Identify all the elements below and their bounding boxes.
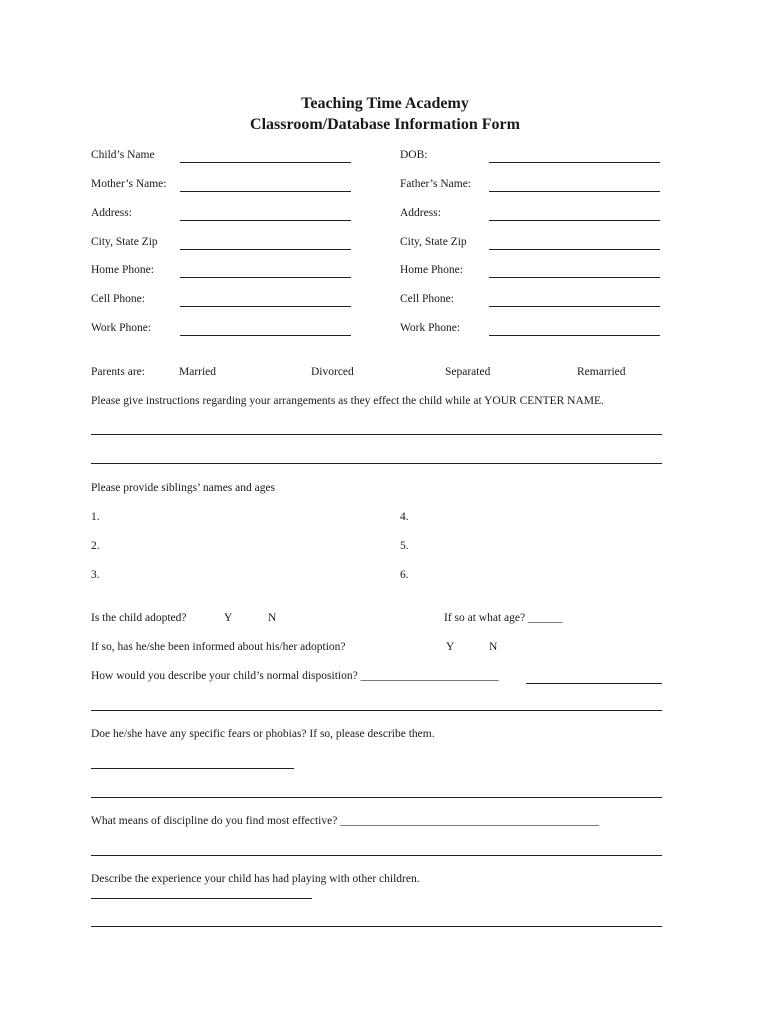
work-phone-left-label: Work Phone: [91, 322, 152, 334]
address-left-line[interactable] [180, 220, 351, 221]
siblings-question: Please provide siblings’ names and ages [91, 482, 276, 494]
city-left-line[interactable] [180, 249, 351, 250]
dob-label: DOB: [400, 149, 428, 161]
cell-phone-left-label: Cell Phone: [91, 293, 145, 305]
work-phone-right-label: Work Phone: [400, 322, 461, 334]
cell-phone-left-line[interactable] [180, 306, 351, 307]
address-right-line[interactable] [489, 220, 660, 221]
discipline-question: What means of discipline do you find most effective? _____________________________________________ [91, 815, 599, 827]
informed-question: If so, has he/she been informed about his/her adoption? [91, 641, 346, 653]
work-phone-right-line[interactable] [489, 335, 660, 336]
address-left-label: Address: [91, 207, 132, 219]
mother-name-line[interactable] [180, 191, 351, 192]
sibling-1[interactable]: 1. [91, 511, 100, 523]
adopted-question: Is the child adopted? [91, 612, 187, 624]
option-remarried[interactable]: Remarried [577, 366, 626, 378]
form-title: Teaching Time Academy [301, 95, 469, 112]
home-phone-right-label: Home Phone: [400, 264, 463, 276]
child-name-line[interactable] [180, 162, 351, 163]
adopted-yes[interactable]: Y [224, 612, 233, 624]
cell-phone-right-line[interactable] [489, 306, 660, 307]
informed-no[interactable]: N [489, 641, 498, 653]
work-phone-left-line[interactable] [180, 335, 351, 336]
option-separated[interactable]: Separated [445, 366, 491, 378]
disposition-question: How would you describe your child’s normal disposition? ________________________ [91, 670, 499, 682]
option-married[interactable]: Married [179, 366, 217, 378]
adopted-no[interactable]: N [268, 612, 277, 624]
parents-are-label: Parents are: [91, 366, 145, 378]
cell-phone-right-label: Cell Phone: [400, 293, 454, 305]
playing-question: Describe the experience your child has had playing with other children. [91, 873, 420, 885]
fears-line-2[interactable] [91, 797, 662, 798]
fears-question: Doe he/she have any specific fears or phobias? If so, please describe them. [91, 728, 435, 740]
city-right-line[interactable] [489, 249, 660, 250]
adoption-age-question[interactable]: If so at what age? ______ [444, 612, 563, 624]
discipline-line-2[interactable] [91, 855, 662, 856]
city-left-label: City, State Zip [91, 236, 158, 248]
home-phone-left-line[interactable] [180, 277, 351, 278]
home-phone-right-line[interactable] [489, 277, 660, 278]
sibling-4[interactable]: 4. [400, 511, 409, 523]
playing-line-2[interactable] [91, 926, 662, 927]
form-subtitle: Classroom/Database Information Form [250, 116, 520, 133]
instructions-question: Please give instructions regarding your arrangements as they effect the child while at YOUR CENTER NAME. [91, 395, 604, 407]
disposition-line-2[interactable] [91, 710, 662, 711]
father-name-label: Father’s Name: [400, 178, 472, 190]
sibling-5[interactable]: 5. [400, 540, 409, 552]
sibling-3[interactable]: 3. [91, 569, 100, 581]
dob-line[interactable] [489, 162, 660, 163]
option-divorced[interactable]: Divorced [311, 366, 354, 378]
home-phone-left-label: Home Phone: [91, 264, 154, 276]
fears-line-1[interactable] [91, 768, 294, 769]
mother-name-label: Mother’s Name: [91, 178, 167, 190]
city-right-label: City, State Zip [400, 236, 467, 248]
child-name-label: Child’s Name [91, 149, 155, 161]
address-right-label: Address: [400, 207, 441, 219]
sibling-2[interactable]: 2. [91, 540, 100, 552]
instructions-line-1[interactable] [91, 434, 662, 435]
instructions-line-2[interactable] [91, 463, 662, 464]
informed-yes[interactable]: Y [446, 641, 455, 653]
sibling-6[interactable]: 6. [400, 569, 409, 581]
disposition-line-end[interactable] [526, 683, 662, 684]
playing-line-1[interactable] [91, 898, 312, 899]
father-name-line[interactable] [489, 191, 660, 192]
